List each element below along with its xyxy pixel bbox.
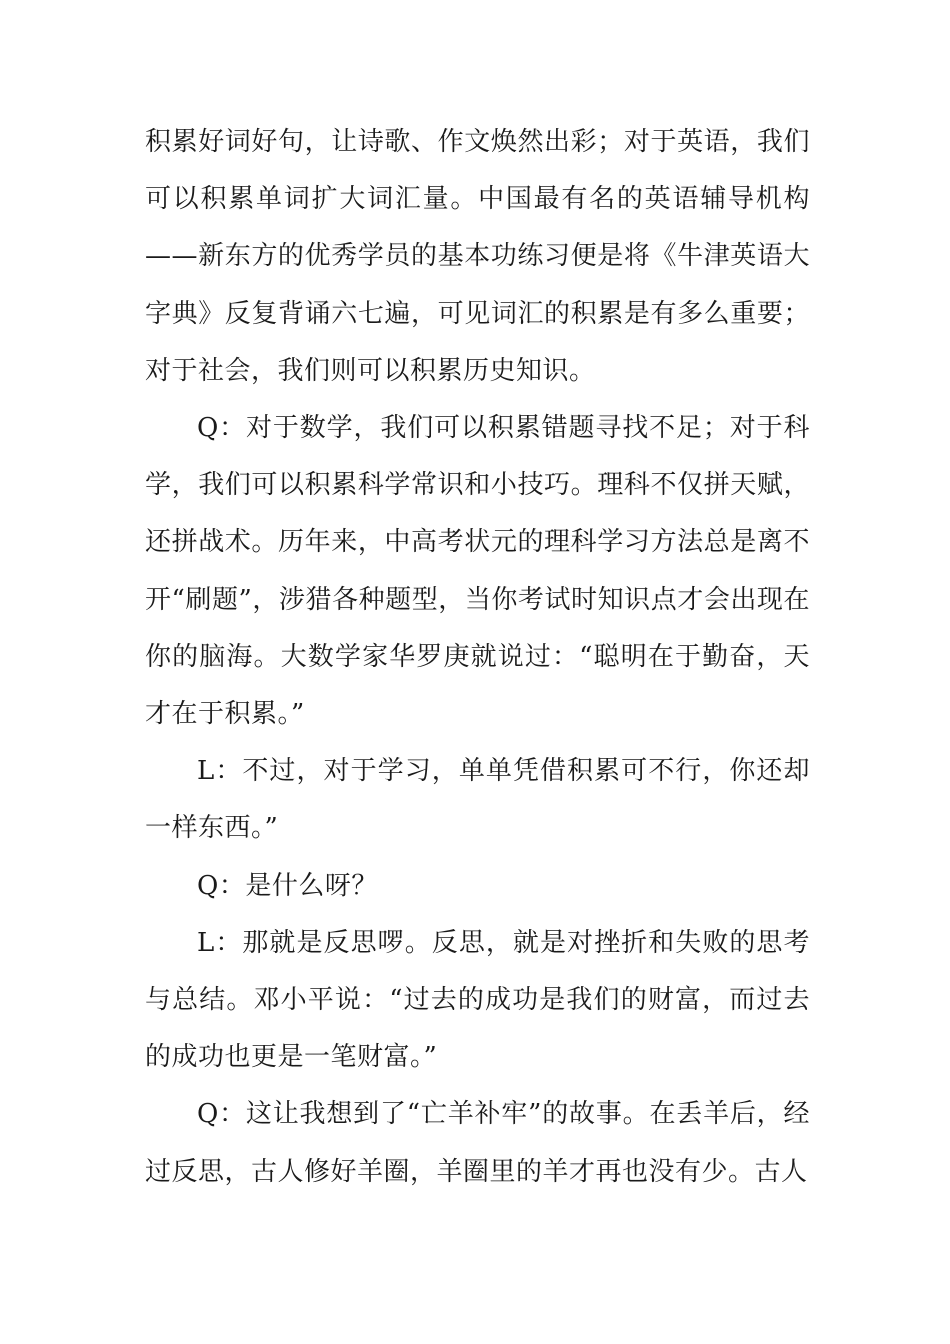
paragraph-4: Q：是什么呀？ [197, 870, 378, 901]
paragraph-2: Q：对于数学，我们可以积累错题寻找不足；对于科学，我们可以积累科学常识和小技巧。理科不仅拼天赋，还拼战术。历年来，中高考状元的理科学习方法总是离不开“刷题”，涉猎各种题型，当你考试时知识点才会出现在你的脑海。大数学家华罗庚就说过：“聪明在于勤奋，天才在于积累。” [145, 413, 810, 730]
paragraph-3: L：不过，对于学习，单单凭借积累可不行，你还却一样东西。” [145, 756, 810, 844]
paragraph-1: 积累好词好句，让诗歌、作文焕然出彩；对于英语，我们可以积累单词扩大词汇量。中国最有名的英语辅导机构——新东方的优秀学员的基本功练习便是将《牛津英语大字典》反复背诵六七遍，可见词汇的积累是有多么重要；对于社会，我们则可以积累历史知识。 [145, 127, 810, 386]
paragraph-6: Q：这让我想到了“亡羊补牢”的故事。在丢羊后，经过反思，古人修好羊圈，羊圈里的羊才再也没有少。古人 [145, 1099, 810, 1187]
document-body [145, 114, 810, 1201]
paragraph-5: L：那就是反思啰。反思，就是对挫折和失败的思考与总结。邓小平说：“过去的成功是我们的财富，而过去的成功也更是一笔财富。” [145, 927, 810, 1073]
